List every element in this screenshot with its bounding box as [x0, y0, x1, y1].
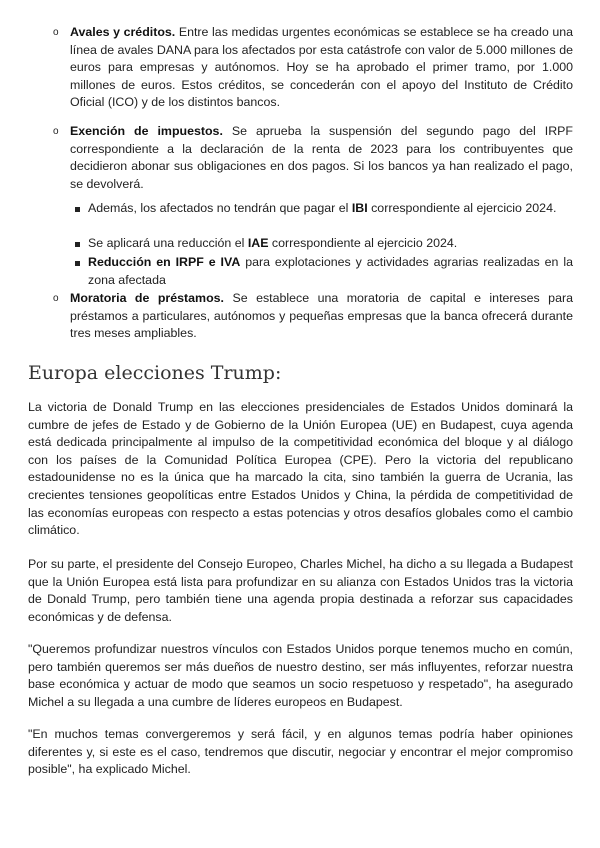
sub-item-text: Se aplicará una reducción el [88, 236, 248, 250]
list-item-title: Exención de impuestos. [70, 124, 223, 138]
list-item [70, 290, 573, 343]
sub-item-text: para explotaciones y actividades agrarias realizadas en la zona afectada [88, 255, 574, 287]
list-bullet: o [53, 293, 59, 304]
sub-list-item [88, 254, 573, 289]
paragraph: La victoria de Donald Trump en las elecciones presidenciales de Estados Unidos dominará la cumbre de jefes de Estado y de Gobierno de la Unión Europea (UE) en Budapest, cuya agenda está dedicada principalmente al impulso de la competitividad económica del bloque y al diálogo con los países de la Comunidad Política Europea (CPE). Pero la victoria del republicano estadounidense no es la única que ha marcado la cita, sino también la guerra de Ucrania, las crecientes tensiones geopolíticas entre Estados Unidos y China, la pérdida de competitividad de las economías europeas con respecto a estas potencias y otros desafíos globales como el cambio climático. [28, 400, 573, 538]
sub-item-text: Además, los afectados no tendrán que pagar el [88, 201, 352, 215]
list-item-text: Se aprueba la suspensión del segundo pago del IRPF correspondiente a la declaración de la renta de 2023 para los contribuyentes que decidieron abonar sus obligaciones en dos pagos. Si los bancos ya han realizado el pago, se devolverá. [70, 124, 574, 191]
list-item-title: Moratoria de préstamos. [70, 291, 224, 305]
sub-list-item [88, 235, 573, 253]
square-bullet [75, 261, 80, 266]
sub-item-bold: IBI [351, 201, 368, 215]
square-bullet [75, 242, 80, 247]
sub-item-text: correspondiente al ejercicio 2024. [367, 201, 557, 215]
section-heading: Europa elecciones Trump: [28, 362, 282, 384]
sub-item-text: correspondiente al ejercicio 2024. [268, 236, 458, 250]
list-bullet: o [53, 27, 59, 38]
list-item [70, 24, 573, 112]
list-item-title: Avales y créditos. [70, 25, 176, 39]
list-item-text: Se establece una moratoria de capital e intereses para préstamos a particulares, autónomos y pequeñas empresas que la banca ofrecerá durante tres meses ampliables. [70, 291, 573, 341]
list-item-text: Entre las medidas urgentes económicas se establece se ha creado una línea de avales DANA para los afectados por esta catástrofe con valor de 5.000 millones de euros para empresas y autónomos. Hoy se ha aprobado el primer tramo, por 1.000 millones de euros. Estos créditos, se concederán con el apoyo del Instituto de Crédito Oficial (ICO) y de los distintos bancos. [70, 25, 573, 110]
square-bullet [75, 207, 80, 212]
sub-item-bold: IAE [247, 236, 269, 250]
paragraph: Por su parte, el presidente del Consejo Europeo, Charles Michel, ha dicho a su llegada a Budapest que la Unión Europea está lista para profundizar en su alianza con Estados Unidos tras la victoria de Donald Trump, pero también tiene una agenda propia destinada a reforzar sus capacidades económicas y de defensa. [28, 557, 573, 624]
sub-list-item [88, 200, 573, 218]
paragraph: "En muchos temas convergeremos y será fácil, y en algunos temas podría haber opiniones diferentes y, si este es el caso, tendremos que discutir, negociar y encontrar el mejor compromiso posible", ha explicado Michel. [28, 727, 573, 777]
list-item [70, 123, 573, 193]
list-bullet: o [53, 126, 59, 137]
paragraph: "Queremos profundizar nuestros vínculos con Estados Unidos porque tenemos mucho en común, pero también queremos ser más dueños de nuestro destino, ser más influyentes, reforzar nuestra base económica y actuar de modo que seamos un socio respetuoso y respetado", ha asegurado Michel a su llegada a una cumbre de líderes europeos en Budapest. [28, 642, 573, 709]
sub-item-bold: Reducción en IRPF e IVA [88, 255, 241, 269]
